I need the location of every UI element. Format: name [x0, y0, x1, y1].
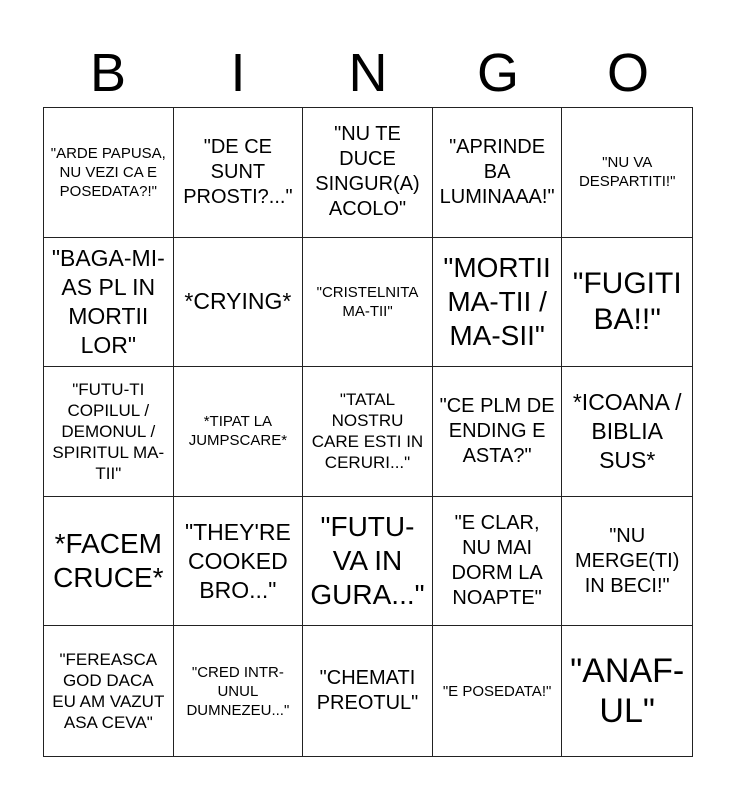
bingo-cell[interactable]: "CRED INTR-UNUL DUMNEZEU..."	[174, 626, 304, 756]
bingo-cell[interactable]: "E POSEDATA!"	[433, 626, 563, 756]
header-letter-i: I	[230, 43, 246, 103]
bingo-cell[interactable]: *CRYING*	[174, 238, 304, 368]
bingo-cell[interactable]: "FUTU-VA IN GURA..."	[303, 497, 433, 627]
header-letter-b: B	[89, 43, 127, 103]
bingo-cell[interactable]: "DE CE SUNT PROSTI?..."	[174, 108, 304, 238]
bingo-cell[interactable]: "THEY'RE COOKED BRO..."	[174, 497, 304, 627]
bingo-cell[interactable]: *ICOANA / BIBLIA SUS*	[562, 367, 692, 497]
bingo-cell[interactable]: "BAGA-MI-AS PL IN MORTII LOR"	[44, 238, 174, 368]
bingo-cell[interactable]: "CE PLM DE ENDING E ASTA?"	[433, 367, 563, 497]
header-letter-n: N	[348, 43, 388, 103]
bingo-cell[interactable]: "FUGITI BA!!"	[562, 238, 692, 368]
bingo-card	[43, 107, 693, 757]
bingo-cell[interactable]: "NU TE DUCE SINGUR(A) ACOLO"	[303, 108, 433, 238]
bingo-cell[interactable]: "APRINDE BA LUMINAAA!"	[433, 108, 563, 238]
bingo-cell[interactable]: "CHEMATI PREOTUL"	[303, 626, 433, 756]
header-letter-o: O	[606, 43, 649, 103]
bingo-cell[interactable]: "MORTII MA-TII / MA-SII"	[433, 238, 563, 368]
bingo-cell[interactable]: "NU MERGE(TI) IN BECI!"	[562, 497, 692, 627]
bingo-cell[interactable]: "ARDE PAPUSA, NU VEZI CA E POSEDATA?!"	[44, 108, 174, 238]
bingo-cell[interactable]: *FACEM CRUCE*	[44, 497, 174, 627]
bingo-cell[interactable]: "FEREASCA GOD DACA EU AM VAZUT ASA CEVA"	[44, 626, 174, 756]
bingo-cell[interactable]: "TATAL NOSTRU CARE ESTI IN CERURI..."	[303, 367, 433, 497]
bingo-cell[interactable]: *TIPAT LA JUMPSCARE*	[174, 367, 304, 497]
bingo-cell[interactable]: "CRISTELNITA MA-TII"	[303, 238, 433, 368]
bingo-cell[interactable]: "NU VA DESPARTITI!"	[562, 108, 692, 238]
bingo-cell[interactable]: "E CLAR, NU MAI DORM LA NOAPTE"	[433, 497, 563, 627]
bingo-cell[interactable]: "FUTU-TI COPILUL / DEMONUL / SPIRITUL MA-TII"	[44, 367, 174, 497]
bingo-header	[43, 42, 693, 104]
header-letter-g: G	[476, 43, 519, 103]
bingo-cell[interactable]: "ANAF-UL"	[570, 652, 685, 731]
